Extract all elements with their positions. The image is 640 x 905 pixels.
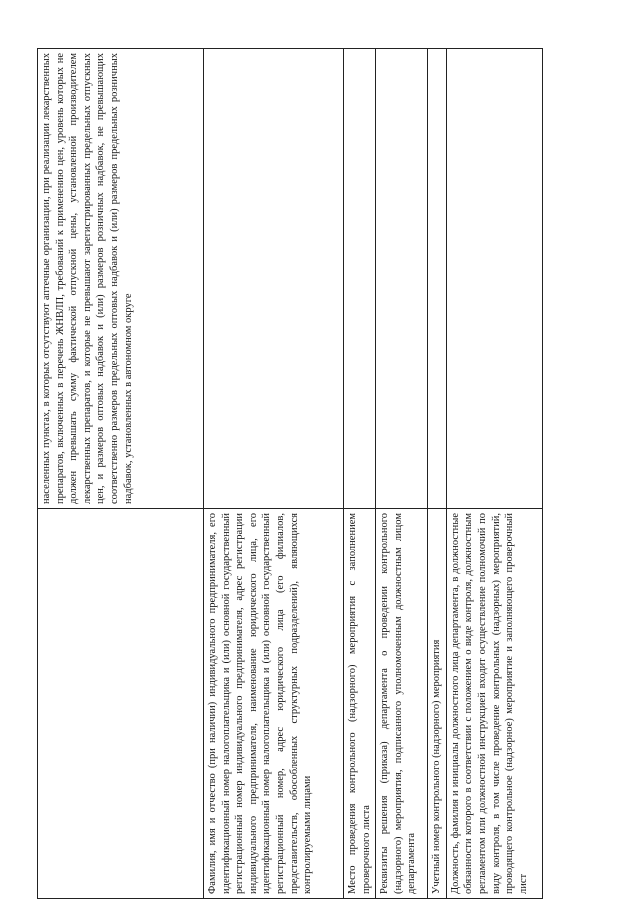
label-cell (38, 509, 204, 899)
checklist-table (37, 48, 543, 899)
decision-details-label: Реквизиты решения (приказа) департамента о проведении контрольного (надзорного) мероприятия, подписанного уполномоченным должностным лицом департамента (379, 513, 418, 894)
value-cell (446, 49, 542, 509)
value-cell (38, 49, 204, 509)
table-row (446, 49, 542, 899)
table-row (204, 49, 344, 899)
place-label: Место проведения контрольного (надзорного) мероприятия с заполнением проверочного листа (347, 513, 372, 894)
rotated-content (37, 49, 529, 899)
contractor-info-label: Фамилия, имя и отчество (при наличии) индивидуального предпринимателя, его идентификационный номер налогоплательщика и (или) основной государственный регистрационный номер индивидуального предпринимателя, адрес регистрации индивидуального предпринимателя, наименование юридического лица, его идентификационный номер налогоплательщика и (или) основной государственный регистрационный номер, адрес юридического лица (его филиалов, представительств, обособленных структурных подразделений), являющихся контролируемыми лицами (207, 513, 314, 894)
table-row (376, 49, 428, 899)
table-row (38, 49, 204, 899)
record-number-label: Учетный номер контрольного (надзорного) мероприятия (431, 639, 443, 894)
value-cell (204, 49, 344, 509)
value-cell (344, 49, 376, 509)
label-cell (428, 509, 447, 899)
value-cell (428, 49, 447, 509)
table-row (344, 49, 376, 899)
label-cell (446, 509, 542, 899)
value-cell (376, 49, 428, 509)
table-row (428, 49, 447, 899)
label-cell (204, 509, 344, 899)
label-cell (376, 509, 428, 899)
label-cell (344, 509, 376, 899)
requirement-text: населенных пунктах, в которых отсутствуют аптечные организации, при реализации лекарственных препаратов, включенных в перечень ЖНВЛП, требований к применению цен, уровень которых не должен превышать сумму фактической отпускной цены, установленной производителем лекарственных препаратов, и которые не превышают зарегистрированных предельных отпускных цен, и размеров оптовых надбавок и (или) размеров розничных надбавок, не превышающих соответственно размеров предельных оптовых надбавок и (или) размеров предельных розничных надбавок, установленных в автономном округе (41, 53, 134, 504)
official-info-label: Должность, фамилия и инициалы должностного лица департамента, в должностные обязанности которого в соответствии с положением о виде контроля, должностным регламентом или должностной инструкцией входит осуществление полномочий по виду контроля, в том числе проведение контрольных (надзорных) мероприятий, проводящего контрольное (надзорное) мероприятие и заполняющего проверочный лист (449, 513, 529, 894)
